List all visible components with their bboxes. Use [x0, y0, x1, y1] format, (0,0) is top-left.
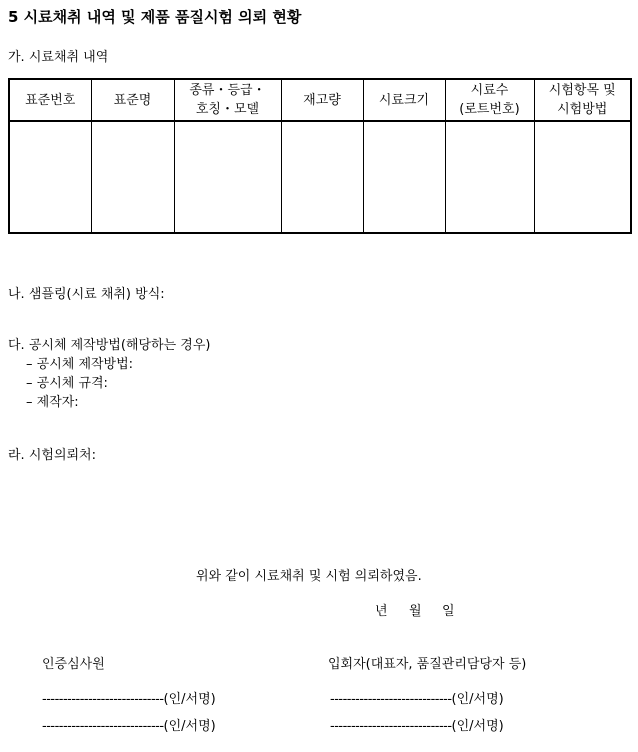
date-year: 년: [375, 604, 388, 619]
table-cell[interactable]: [174, 121, 281, 233]
table-cell[interactable]: [9, 121, 91, 233]
sign-line: -----------------------------: [330, 692, 452, 707]
table-cell[interactable]: [445, 121, 534, 233]
table-cell[interactable]: [363, 121, 445, 233]
sign-label: (인/서명): [163, 692, 216, 707]
page-title: 5 시료채취 내역 및 제품 품질시험 의뢰 현황: [8, 8, 302, 26]
header-inventory: 재고량: [281, 79, 363, 121]
sample-table: [8, 78, 632, 234]
sign-line: -----------------------------: [330, 719, 452, 734]
sign-label: (인/서명): [451, 719, 504, 734]
auditor-sign-line-1[interactable]: [42, 688, 216, 707]
date-month: 월: [409, 604, 422, 619]
table-cell[interactable]: [91, 121, 174, 233]
table-header-row: [9, 79, 631, 121]
section-na-heading: 나. 샘플링(시료 채취) 방식:: [8, 287, 165, 302]
auditor-sign-line-2[interactable]: [42, 715, 216, 734]
section-da-heading: 다. 공시체 제작방법(해당하는 경우): [8, 338, 211, 353]
section-da-item: – 제작자:: [26, 395, 79, 410]
header-sample-count: 시료수 (로트번호): [445, 79, 534, 121]
sign-label: (인/서명): [451, 692, 504, 707]
section-ra-heading: 라. 시험의뢰처:: [8, 448, 96, 463]
sign-line: -----------------------------: [42, 719, 164, 734]
section-da-item: – 공시체 규격:: [26, 376, 108, 391]
sign-label: (인/서명): [163, 719, 216, 734]
header-type-grade-model: 종류・등급・ 호칭・모델: [174, 79, 281, 121]
table-row: [9, 121, 631, 233]
sign-line: -----------------------------: [42, 692, 164, 707]
section-ga-heading: 가. 시료채취 내역: [8, 50, 109, 65]
header-sample-size: 시료크기: [363, 79, 445, 121]
auditor-label: 인증심사원: [42, 657, 105, 672]
table-cell[interactable]: [281, 121, 363, 233]
header-test-items: 시험항목 및 시험방법: [534, 79, 631, 121]
header-standard-number: 표준번호: [9, 79, 91, 121]
section-da-item: – 공시체 제작방법:: [26, 357, 134, 372]
statement-text: 위와 같이 시료채취 및 시험 의뢰하였음.: [196, 569, 422, 584]
date-day: 일: [442, 604, 455, 619]
header-standard-name: 표준명: [91, 79, 174, 121]
witness-label: 입회자(대표자, 품질관리담당자 등): [328, 657, 527, 672]
witness-sign-line-1[interactable]: [330, 688, 504, 707]
table-cell[interactable]: [534, 121, 631, 233]
witness-sign-line-2[interactable]: [330, 715, 504, 734]
